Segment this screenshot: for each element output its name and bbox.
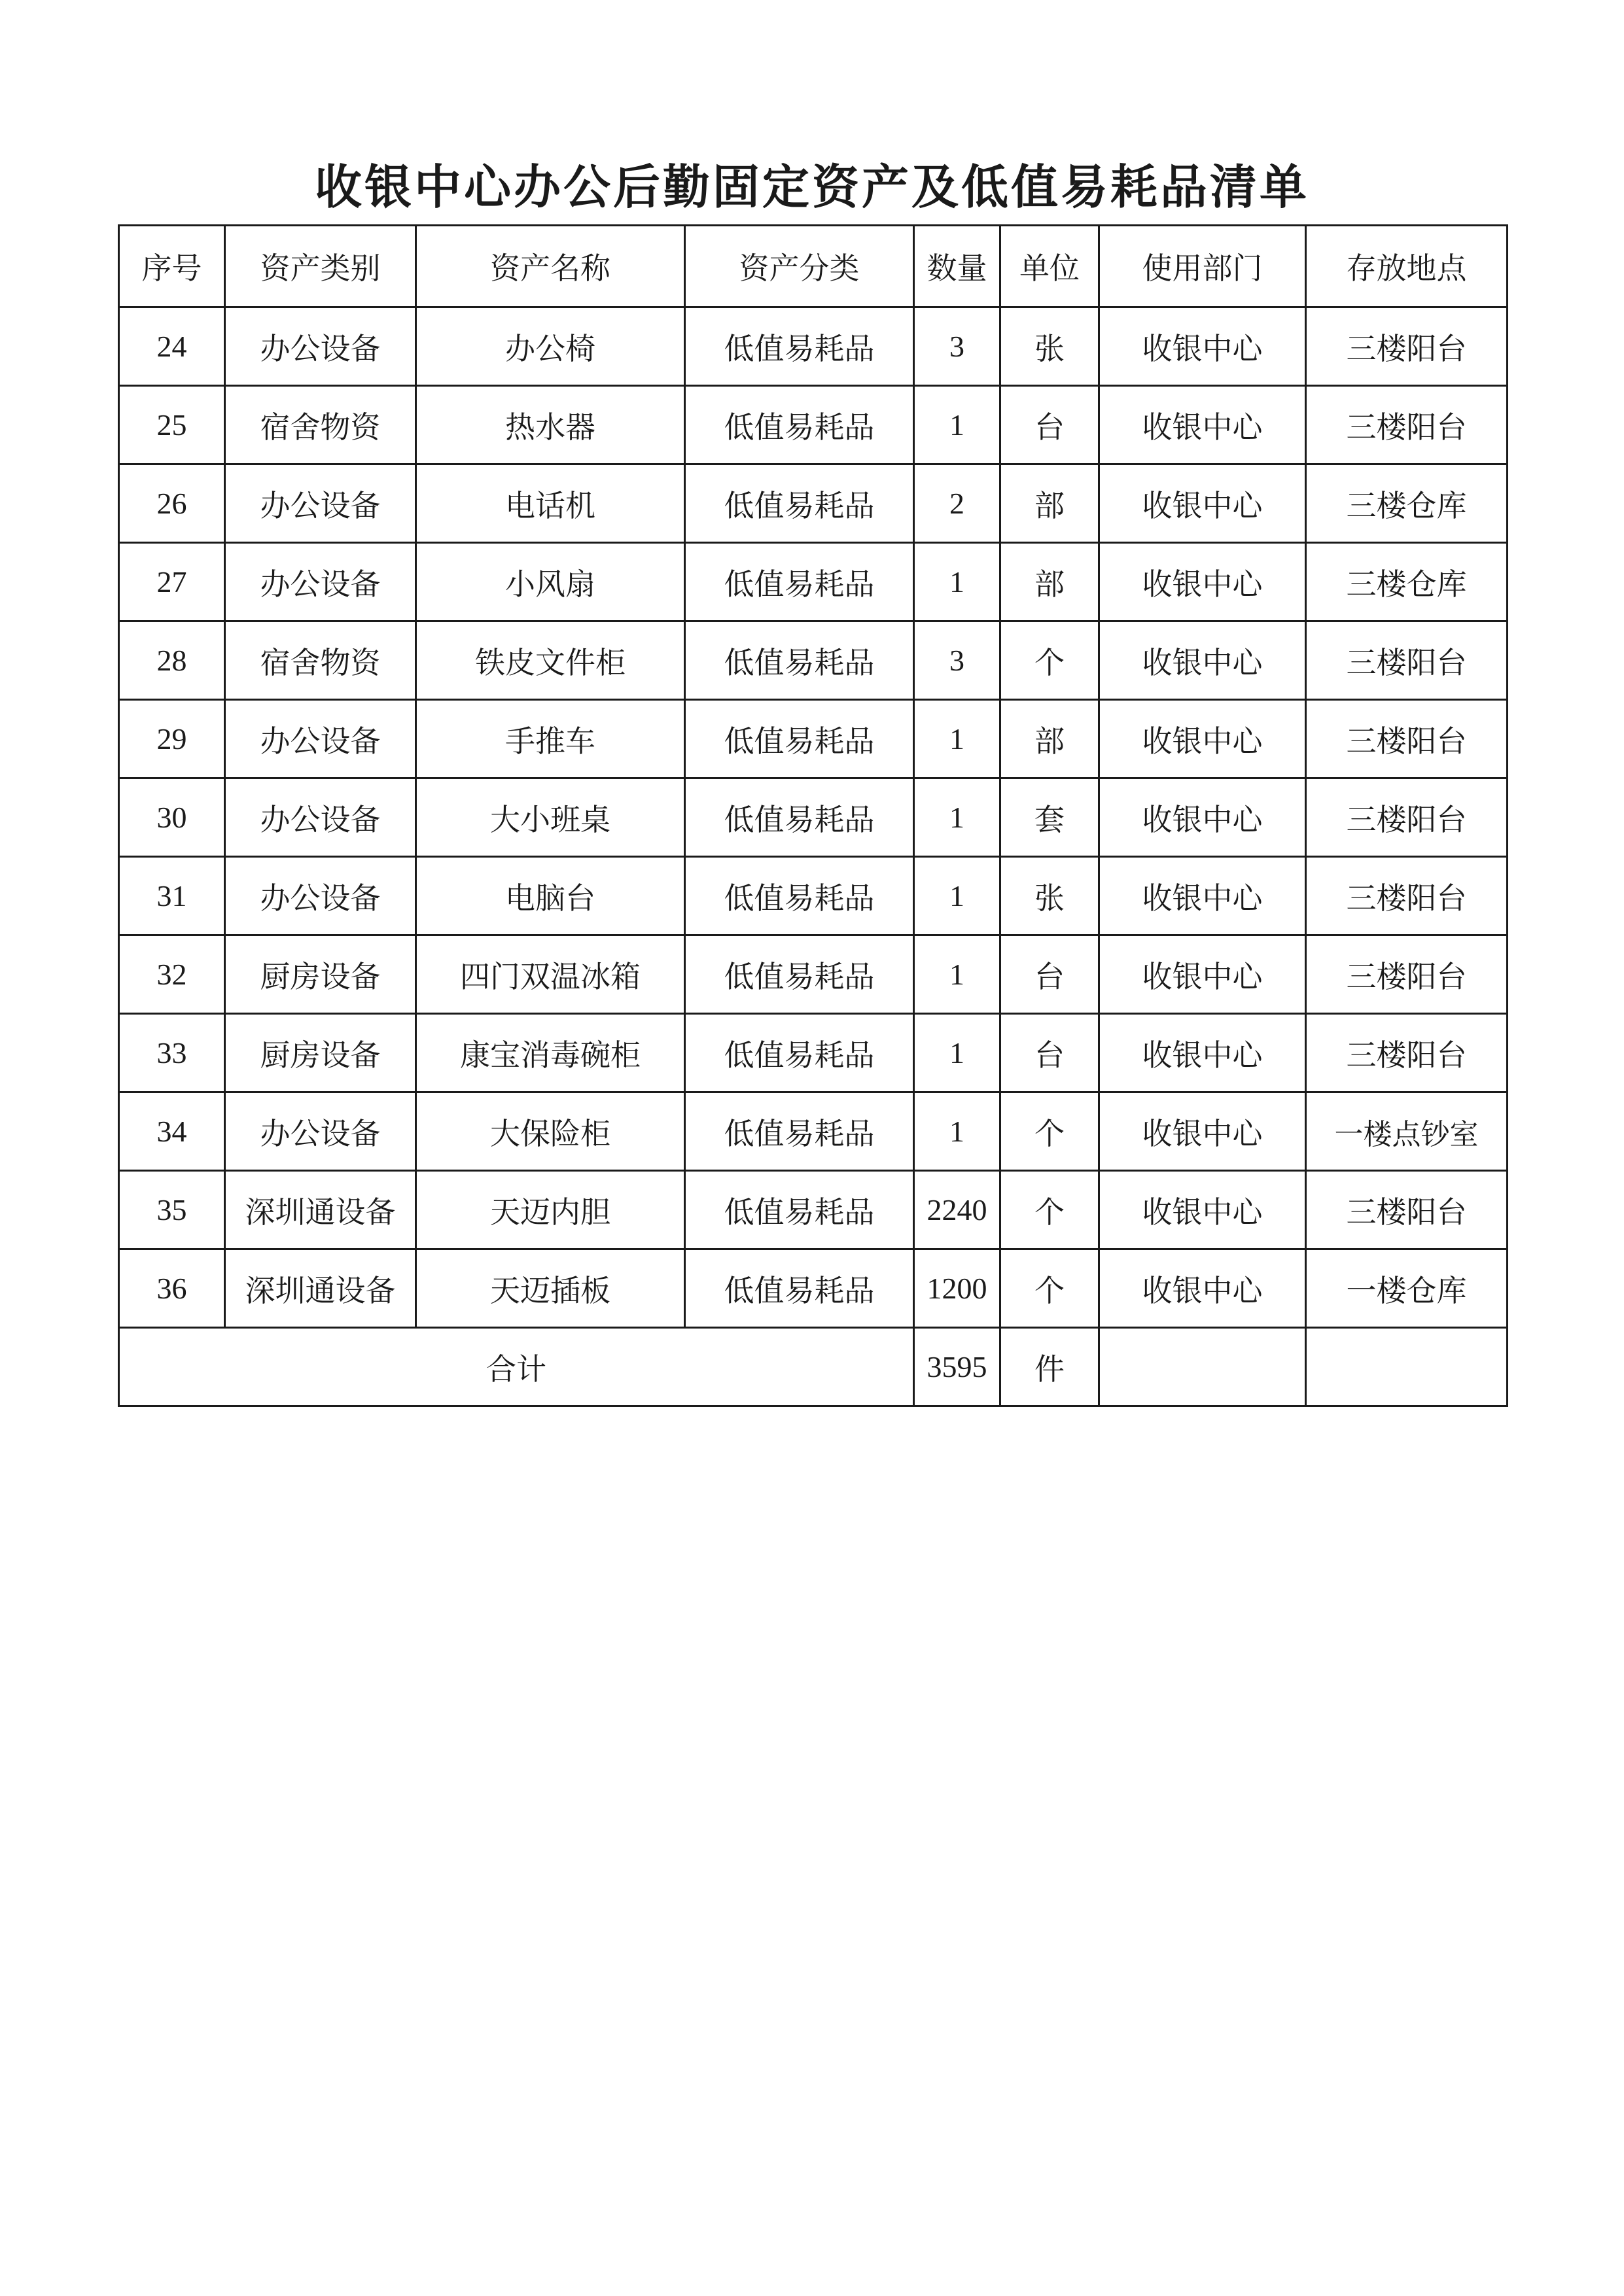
cell-location: 一楼点钞室 (1306, 1092, 1508, 1171)
cell-unit: 个 (1000, 1092, 1099, 1171)
cell-unit: 部 (1000, 543, 1099, 621)
cell-department: 收银中心 (1099, 857, 1306, 935)
cell-seq: 27 (119, 543, 225, 621)
cell-name: 手推车 (416, 700, 685, 778)
cell-classification: 低值易耗品 (685, 1249, 914, 1328)
cell-category: 办公设备 (225, 700, 416, 778)
cell-seq: 31 (119, 857, 225, 935)
cell-unit: 张 (1000, 307, 1099, 386)
cell-name: 铁皮文件柜 (416, 621, 685, 700)
cell-category: 深圳通设备 (225, 1249, 416, 1328)
total-qty: 3595 (914, 1328, 1000, 1406)
table-row (119, 543, 1508, 621)
cell-qty: 1 (914, 778, 1000, 857)
cell-qty: 1 (914, 857, 1000, 935)
cell-unit: 台 (1000, 386, 1099, 464)
cell-classification: 低值易耗品 (685, 778, 914, 857)
table-row (119, 464, 1508, 543)
cell-location: 三楼阳台 (1306, 778, 1508, 857)
table-row (119, 1171, 1508, 1249)
table-row (119, 386, 1508, 464)
cell-seq: 35 (119, 1171, 225, 1249)
cell-unit: 个 (1000, 1249, 1099, 1328)
cell-qty: 1200 (914, 1249, 1000, 1328)
header-classification: 资产分类 (685, 226, 914, 307)
cell-location: 三楼阳台 (1306, 857, 1508, 935)
header-department: 使用部门 (1099, 226, 1306, 307)
cell-classification: 低值易耗品 (685, 935, 914, 1014)
cell-department: 收银中心 (1099, 621, 1306, 700)
cell-seq: 33 (119, 1014, 225, 1092)
cell-classification: 低值易耗品 (685, 1014, 914, 1092)
cell-location: 三楼仓库 (1306, 464, 1508, 543)
cell-location: 三楼阳台 (1306, 935, 1508, 1014)
cell-qty: 2240 (914, 1171, 1000, 1249)
cell-name: 电脑台 (416, 857, 685, 935)
cell-department: 收银中心 (1099, 386, 1306, 464)
cell-seq: 36 (119, 1249, 225, 1328)
total-department-empty (1099, 1328, 1306, 1406)
table-row (119, 621, 1508, 700)
header-unit: 单位 (1000, 226, 1099, 307)
cell-unit: 套 (1000, 778, 1099, 857)
cell-department: 收银中心 (1099, 543, 1306, 621)
cell-category: 办公设备 (225, 778, 416, 857)
cell-seq: 25 (119, 386, 225, 464)
cell-name: 大小班桌 (416, 778, 685, 857)
header-seq: 序号 (119, 226, 225, 307)
cell-location: 三楼阳台 (1306, 1171, 1508, 1249)
cell-name: 天迈内胆 (416, 1171, 685, 1249)
cell-qty: 3 (914, 307, 1000, 386)
cell-name: 康宝消毒碗柜 (416, 1014, 685, 1092)
cell-category: 办公设备 (225, 1092, 416, 1171)
cell-name: 热水器 (416, 386, 685, 464)
header-qty: 数量 (914, 226, 1000, 307)
table-row (119, 307, 1508, 386)
cell-qty: 1 (914, 935, 1000, 1014)
cell-department: 收银中心 (1099, 464, 1306, 543)
cell-qty: 1 (914, 1092, 1000, 1171)
cell-seq: 26 (119, 464, 225, 543)
cell-department: 收银中心 (1099, 1171, 1306, 1249)
page-title: 收银中心办公后勤固定资产及低值易耗品清单 (314, 160, 1309, 215)
asset-table (118, 224, 1508, 1407)
cell-qty: 1 (914, 1014, 1000, 1092)
header-name: 资产名称 (416, 226, 685, 307)
cell-qty: 1 (914, 543, 1000, 621)
cell-classification: 低值易耗品 (685, 857, 914, 935)
cell-seq: 30 (119, 778, 225, 857)
table-row (119, 935, 1508, 1014)
cell-location: 三楼阳台 (1306, 621, 1508, 700)
cell-classification: 低值易耗品 (685, 307, 914, 386)
cell-location: 三楼阳台 (1306, 700, 1508, 778)
cell-qty: 1 (914, 700, 1000, 778)
cell-department: 收银中心 (1099, 700, 1306, 778)
cell-category: 办公设备 (225, 857, 416, 935)
cell-seq: 29 (119, 700, 225, 778)
cell-unit: 个 (1000, 1171, 1099, 1249)
cell-classification: 低值易耗品 (685, 386, 914, 464)
cell-category: 宿舍物资 (225, 386, 416, 464)
cell-location: 三楼仓库 (1306, 543, 1508, 621)
cell-seq: 32 (119, 935, 225, 1014)
cell-seq: 24 (119, 307, 225, 386)
table-row (119, 857, 1508, 935)
cell-location: 一楼仓库 (1306, 1249, 1508, 1328)
header-location: 存放地点 (1306, 226, 1508, 307)
cell-department: 收银中心 (1099, 778, 1306, 857)
cell-classification: 低值易耗品 (685, 621, 914, 700)
table-header-row (119, 226, 1508, 307)
table-row (119, 778, 1508, 857)
table-total-row (119, 1328, 1508, 1406)
cell-department: 收银中心 (1099, 935, 1306, 1014)
cell-location: 三楼阳台 (1306, 307, 1508, 386)
cell-category: 办公设备 (225, 464, 416, 543)
cell-name: 电话机 (416, 464, 685, 543)
cell-category: 办公设备 (225, 543, 416, 621)
header-category: 资产类别 (225, 226, 416, 307)
cell-unit: 台 (1000, 1014, 1099, 1092)
cell-classification: 低值易耗品 (685, 1171, 914, 1249)
cell-name: 办公椅 (416, 307, 685, 386)
table-row (119, 700, 1508, 778)
cell-department: 收银中心 (1099, 1249, 1306, 1328)
cell-unit: 部 (1000, 700, 1099, 778)
cell-seq: 28 (119, 621, 225, 700)
cell-location: 三楼阳台 (1306, 386, 1508, 464)
cell-unit: 张 (1000, 857, 1099, 935)
table-row (119, 1249, 1508, 1328)
cell-department: 收银中心 (1099, 307, 1306, 386)
cell-name: 天迈插板 (416, 1249, 685, 1328)
cell-name: 大保险柜 (416, 1092, 685, 1171)
total-unit: 件 (1000, 1328, 1099, 1406)
cell-category: 厨房设备 (225, 1014, 416, 1092)
cell-qty: 2 (914, 464, 1000, 543)
cell-department: 收银中心 (1099, 1014, 1306, 1092)
cell-classification: 低值易耗品 (685, 543, 914, 621)
cell-classification: 低值易耗品 (685, 700, 914, 778)
total-label: 合计 (119, 1328, 914, 1406)
cell-classification: 低值易耗品 (685, 1092, 914, 1171)
table-row (119, 1014, 1508, 1092)
cell-department: 收银中心 (1099, 1092, 1306, 1171)
cell-unit: 个 (1000, 621, 1099, 700)
total-location-empty (1306, 1328, 1508, 1406)
table-row (119, 1092, 1508, 1171)
cell-unit: 台 (1000, 935, 1099, 1014)
cell-qty: 3 (914, 621, 1000, 700)
cell-qty: 1 (914, 386, 1000, 464)
cell-name: 小风扇 (416, 543, 685, 621)
cell-name: 四门双温冰箱 (416, 935, 685, 1014)
cell-category: 厨房设备 (225, 935, 416, 1014)
cell-unit: 部 (1000, 464, 1099, 543)
cell-classification: 低值易耗品 (685, 464, 914, 543)
cell-seq: 34 (119, 1092, 225, 1171)
cell-location: 三楼阳台 (1306, 1014, 1508, 1092)
cell-category: 办公设备 (225, 307, 416, 386)
cell-category: 深圳通设备 (225, 1171, 416, 1249)
cell-category: 宿舍物资 (225, 621, 416, 700)
